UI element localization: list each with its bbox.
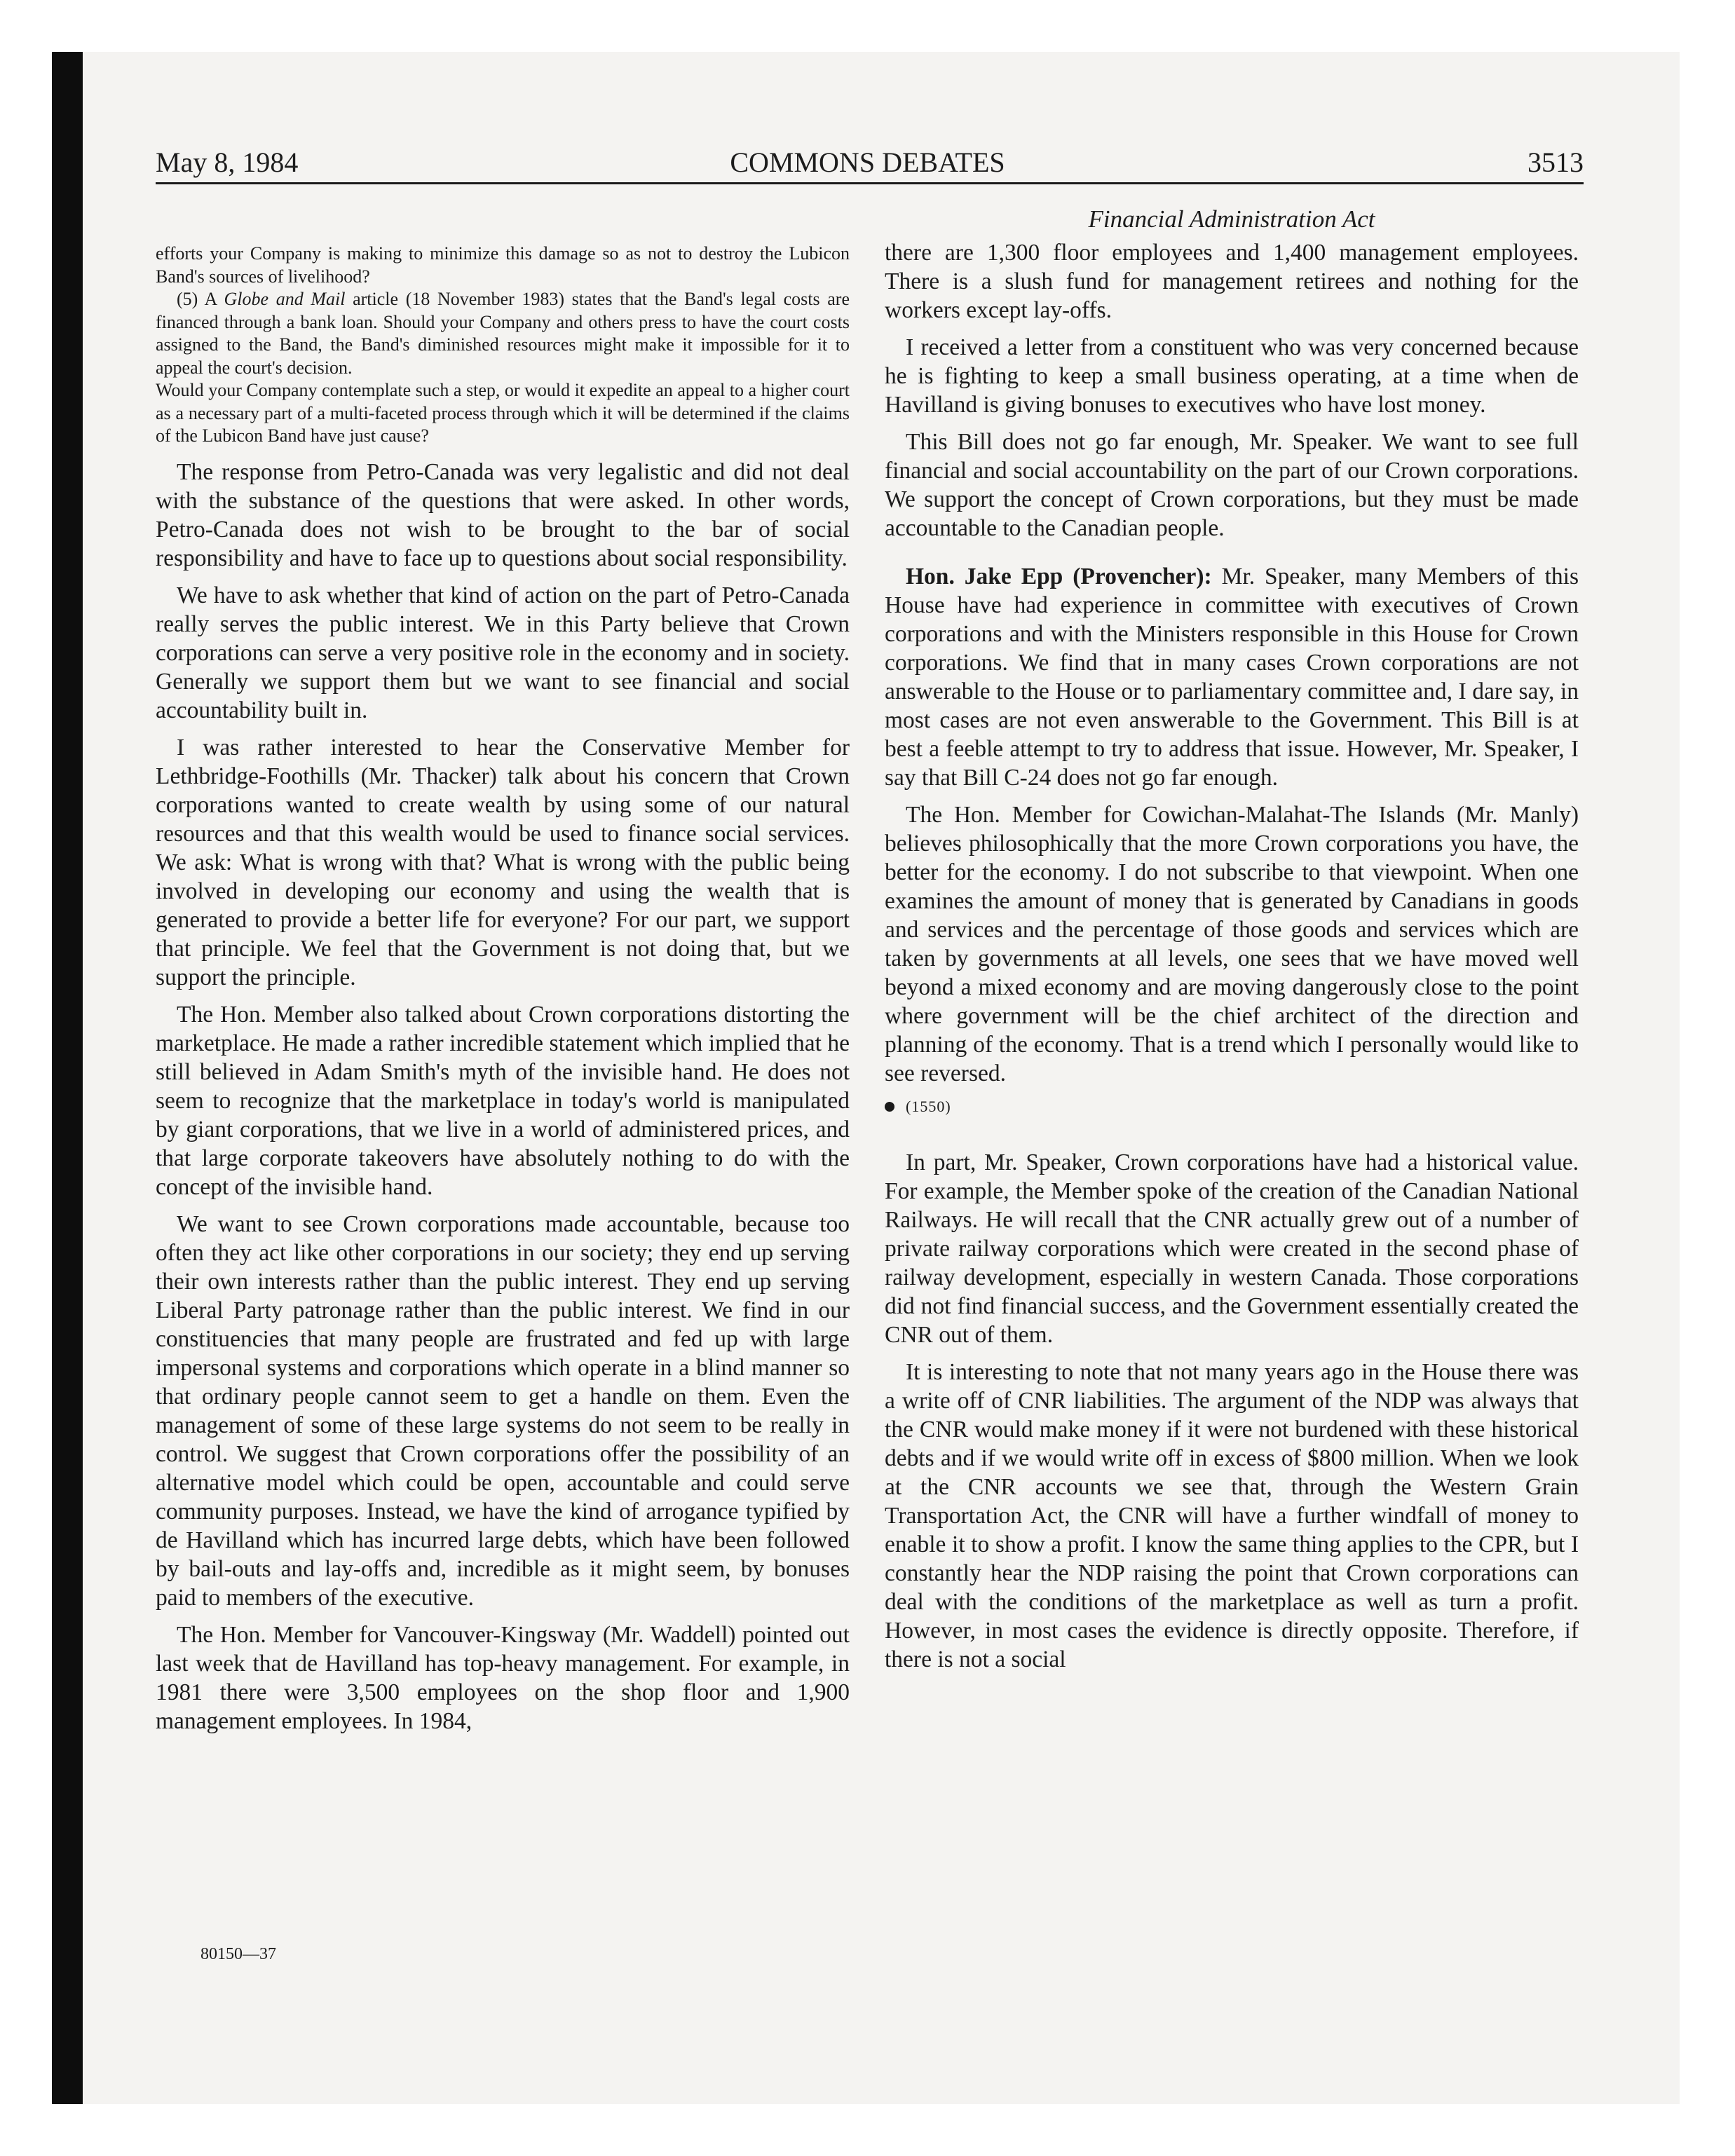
left-column	[156, 203, 850, 1744]
quoted-letter-text: efforts your Company is making to minimize this damage so as not to destroy the Lubicon Band's sources of livelihood?	[156, 243, 850, 287]
body-paragraph: The Hon. Member for Vancouver-Kingsway (Mr. Waddell) pointed out last week that de Havilland has top-heavy management. For example, in 1981 there were 3,500 employees on the shop floor and 1,900 management employees. In 1984,	[156, 1621, 850, 1734]
body-paragraph: We have to ask whether that kind of action on the part of Petro-Canada really serves the public interest. We in this Party believe that Crown corporations can serve a very positive role in the economy and in society. Generally we support them but we want to see financial and social accountability built in.	[156, 582, 850, 723]
body-paragraph: I was rather interested to hear the Conservative Member for Lethbridge-Foothills (Mr. Thacker) talk about his concern that Crown corporations wanted to create wealth by using some of our natural resources and that this wealth would be used to finance social services. We ask: What is wrong with that? What is wrong with the public being involved in developing our economy and using the wealth that is generated to provide a better life for everyone? For our part, we support that principle. We feel that the Government is not doing that, but we support the principle.	[156, 734, 850, 990]
body-paragraph: The Hon. Member also talked about Crown corporations distorting the marketplace. He made a rather incredible statement which implied that he still believed in Adam Smith's myth of the invisible hand. He does not seem to recognize that the marketplace in today's world is manipulated by giant corporations, that we live in a world of administered prices, and that large corporate takeovers have absolutely nothing to do with the concept of the invisible hand.	[156, 1001, 850, 1200]
header-rule	[156, 182, 1584, 184]
quoted-letter-text: Would your Company contemplate such a step, or would it expedite an appeal to a higher court as a necessary part of a multi-faceted process through which it will be determined if the claims of the Lubicon Band have just cause?	[156, 380, 850, 446]
speaker-name: Hon. Jake Epp (Provencher):	[906, 564, 1212, 589]
timestamp-marker	[885, 1096, 1579, 1117]
body-paragraph: In part, Mr. Speaker, Crown corporations have had a historical value. For example, the Member spoke of the creation of the Canadian National Railways. He will recall that the CNR actually grew out of a number of private railway corporations which were created in the second phase of railway development, especially in western Canada. Those corporations did not find financial success, and the Government essentially created the CNR out of them.	[885, 1149, 1579, 1348]
page-number: 3513	[1528, 146, 1584, 178]
running-head: Financial Administration Act	[1088, 205, 1375, 233]
body-paragraph: We want to see Crown corporations made accountable, because too often they act like other corporations in our society; they end up serving their own interests rather than the public interest. They end up serving Liberal Party patronage rather than the public interest. We find in our constituencies that many people are frustrated and fed up with large impersonal systems and corporations which operate in a blind manner so that ordinary people cannot seem to get a handle on them. Even the management of some of these large systems do not seem to be really in control. We suggest that Crown corporations offer the possibility of an alternative model which could be open, accountable and could serve community purposes. Instead, we have the kind of arrogance typified by de Havilland which has incurred large debts, which have been followed by bail-outs and lay-offs and, incredible as it might seem, by bonuses paid to members of the executive.	[156, 1210, 850, 1611]
scan-binding-edge	[52, 52, 83, 2104]
printer-code: 80150—37	[200, 1945, 276, 1963]
body-paragraph: The Hon. Member for Cowichan-Malahat-The Islands (Mr. Manly) believes philosophically that the more Crown corporations you have, the better for the economy. I do not subscribe to that viewpoint. When one examines the amount of money that is generated by Canadians in goods and services and the percentage of those goods and services which are taken by governments at all levels, one sees that we have moved well beyond a mixed economy and are moving dangerously close to the point where government will be the chief architect of the direction and planning of the economy. That is a trend which I personally would like to see reversed.	[885, 802, 1579, 1086]
body-paragraph: The response from Petro-Canada was very legalistic and did not deal with the substance of the questions that were asked. In other words, Petro-Canada does not wish to be brought to the bar of social responsibility and have to face up to questions about social responsibility.	[156, 458, 850, 571]
bullet-icon	[885, 1102, 894, 1112]
page-date: May 8, 1984	[156, 146, 299, 178]
body-paragraph: there are 1,300 floor employees and 1,400 management employees. There is a slush fund for management retirees and nothing for the workers except lay-offs.	[885, 240, 1579, 323]
publication-title: COMMONS DEBATES	[730, 146, 1005, 178]
speech-paragraph: Hon. Jake Epp (Provencher): Mr. Speaker, many Members of this House have had experience in committee with executives of Crown corporations and with the Ministers responsible in this House for Crown corporations. We find that in many cases Crown corporations are not answerable to the House or to parliamentary committee and, I dare say, in most cases are not even answerable to the Government. This Bill is at best a feeble attempt to try to address that issue. However, Mr. Speaker, I say that Bill C-24 does not go far enough.	[885, 564, 1579, 791]
body-paragraph: This Bill does not go far enough, Mr. Speaker. We want to see full financial and social accountability on the part of our Crown corporations. We support the concept of Crown corporations, but they must be made accountable to the Canadian people.	[885, 429, 1579, 541]
newspaper-name: Globe and Mail	[224, 289, 346, 309]
body-paragraph: I received a letter from a constituent who was very concerned because he is fighting to keep a small business operating, at a time when de Havilland is giving bonuses to executives who have lost money.	[885, 334, 1579, 418]
right-column	[885, 203, 1579, 1682]
timestamp: (1550)	[906, 1098, 951, 1115]
quoted-letter-question-5: (5) A Globe and Mail article (18 November 1983) states that the Band's legal costs are financed through a bank loan. Should your Company and others press to have the court costs assigned to the Band, the Band's diminished resources might make it impossible for it to appeal the court's decision.	[156, 289, 850, 378]
body-paragraph: It is interesting to note that not many years ago in the House there was a write off of CNR liabilities. The argument of the NDP was always that the CNR would make money if it were not burdened with these historical debts and if we would write off in excess of $800 million. When we look at the CNR accounts we see that, through the Western Grain Transportation Act, the CNR will have a further windfall of money to enable it to show a profit. I know the same thing applies to the CPR, but I constantly hear the NDP raising the point that Crown corporations can deal with the conditions of the marketplace as well as turn a profit. However, in most cases the evidence is directly opposite. Therefore, if there is not a social	[885, 1359, 1579, 1672]
